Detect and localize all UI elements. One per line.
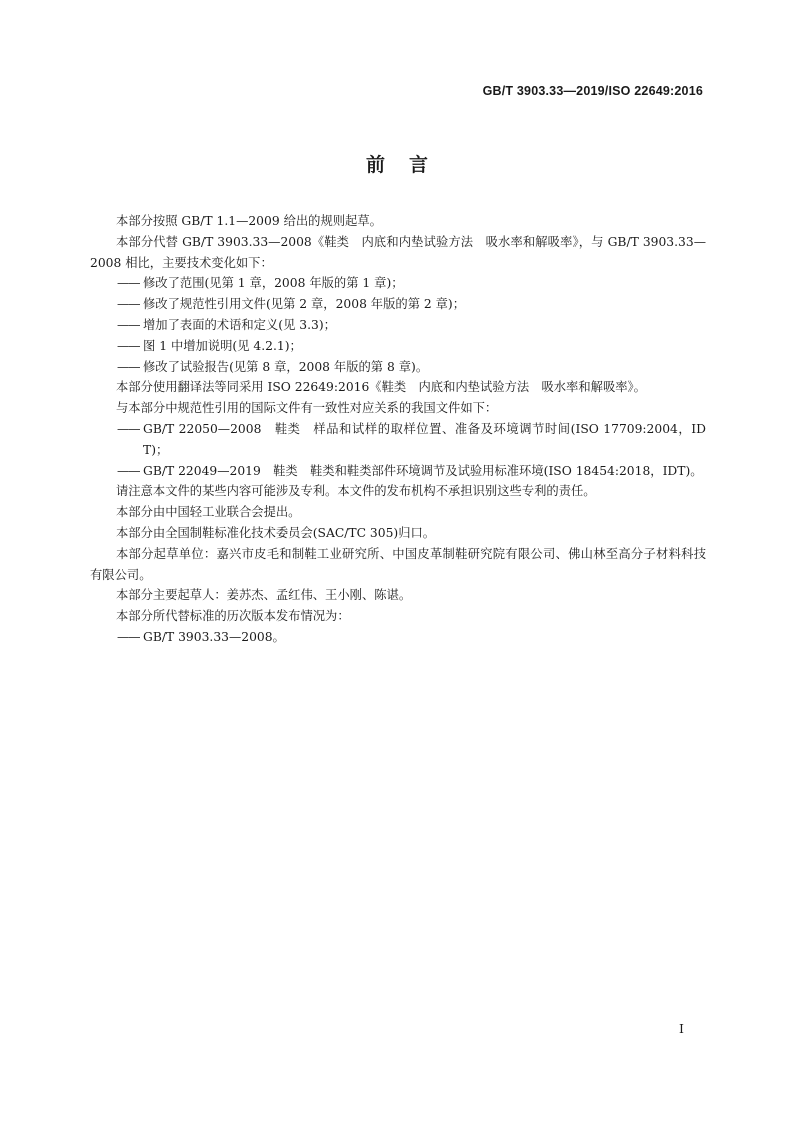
change-item-text: 修改了规范性引用文件(见第 2 章，2008 年版的第 2 章)； <box>143 297 466 312</box>
dash-mark: —— <box>117 463 140 478</box>
page-number: I <box>679 1021 684 1036</box>
correspondence-item-text: GB/T 22050—2008 鞋类 样品和试样的取样位置、准备及环境调节时间(ISO 17709:2004，IDT)； <box>143 421 706 457</box>
change-item <box>90 273 706 294</box>
standard-code-header: GB/T 3903.33—2019/ISO 22649:2016 <box>482 84 703 98</box>
correspondence-item-text: GB/T 22049—2019 鞋类 鞋类和鞋类部件环境调节及试验用标准环境(ISO 18454:2018，IDT)。 <box>143 463 703 478</box>
change-item <box>90 294 706 315</box>
paragraph-drafters: 本部分主要起草人：姜苏杰、孟红伟、王小刚、陈谌。 <box>116 588 412 603</box>
change-item <box>90 336 706 357</box>
change-item-text: 修改了范围(见第 1 章，2008 年版的第 1 章)； <box>143 276 404 291</box>
change-item <box>90 357 706 378</box>
dash-mark: —— <box>117 317 140 332</box>
paragraph-patent-notice: 请注意本文件的某些内容可能涉及专利。本文件的发布机构不承担识别这些专利的责任。 <box>116 484 596 499</box>
change-item <box>90 315 706 336</box>
paragraph-adoption: 本部分使用翻译法等同采用 ISO 22649:2016《鞋类 内底和内垫试验方法 吸水率和解吸率》。 <box>116 380 646 395</box>
paragraph-history-intro: 本部分所代替标准的历次版本发布情况为： <box>116 609 350 624</box>
page-title: 前言 <box>365 154 452 176</box>
dash-mark: —— <box>117 338 140 353</box>
correspondence-item <box>90 419 706 461</box>
paragraph-drafting-units: 本部分起草单位：嘉兴市皮毛和制鞋工业研究所、中国皮革制鞋研究院有限公司、佛山林至高分子材料科技有限公司。 <box>90 546 706 582</box>
history-item <box>90 627 706 648</box>
paragraph-replacement: 本部分代替 GB/T 3903.33—2008《鞋类 内底和内垫试验方法 吸水率和解吸率》，与 GB/T 3903.33—2008 相比，主要技术变化如下： <box>90 234 706 270</box>
dash-mark: —— <box>117 297 140 312</box>
change-item-text: 图 1 中增加说明(见 4.2.1)； <box>143 338 302 353</box>
document-body <box>90 211 706 648</box>
dash-mark: —— <box>117 421 140 436</box>
paragraph-managed-by: 本部分由全国制鞋标准化技术委员会(SAC/TC 305)归口。 <box>116 525 436 540</box>
dash-mark: —— <box>117 359 140 374</box>
dash-mark: —— <box>117 629 140 644</box>
paragraph-correspondence-intro: 与本部分中规范性引用的国际文件有一致性对应关系的我国文件如下： <box>116 401 498 416</box>
paragraph-proposed-by: 本部分由中国轻工业联合会提出。 <box>116 505 301 520</box>
change-item-text: 修改了试验报告(见第 8 章，2008 年版的第 8 章)。 <box>143 359 429 374</box>
history-item-text: GB/T 3903.33—2008。 <box>143 629 285 644</box>
change-item-text: 增加了表面的术语和定义(见 3.3)； <box>143 317 336 332</box>
dash-mark: —— <box>117 276 140 291</box>
correspondence-item <box>90 461 706 482</box>
paragraph-drafting-rules: 本部分按照 GB/T 1.1—2009 给出的规则起草。 <box>116 214 382 228</box>
